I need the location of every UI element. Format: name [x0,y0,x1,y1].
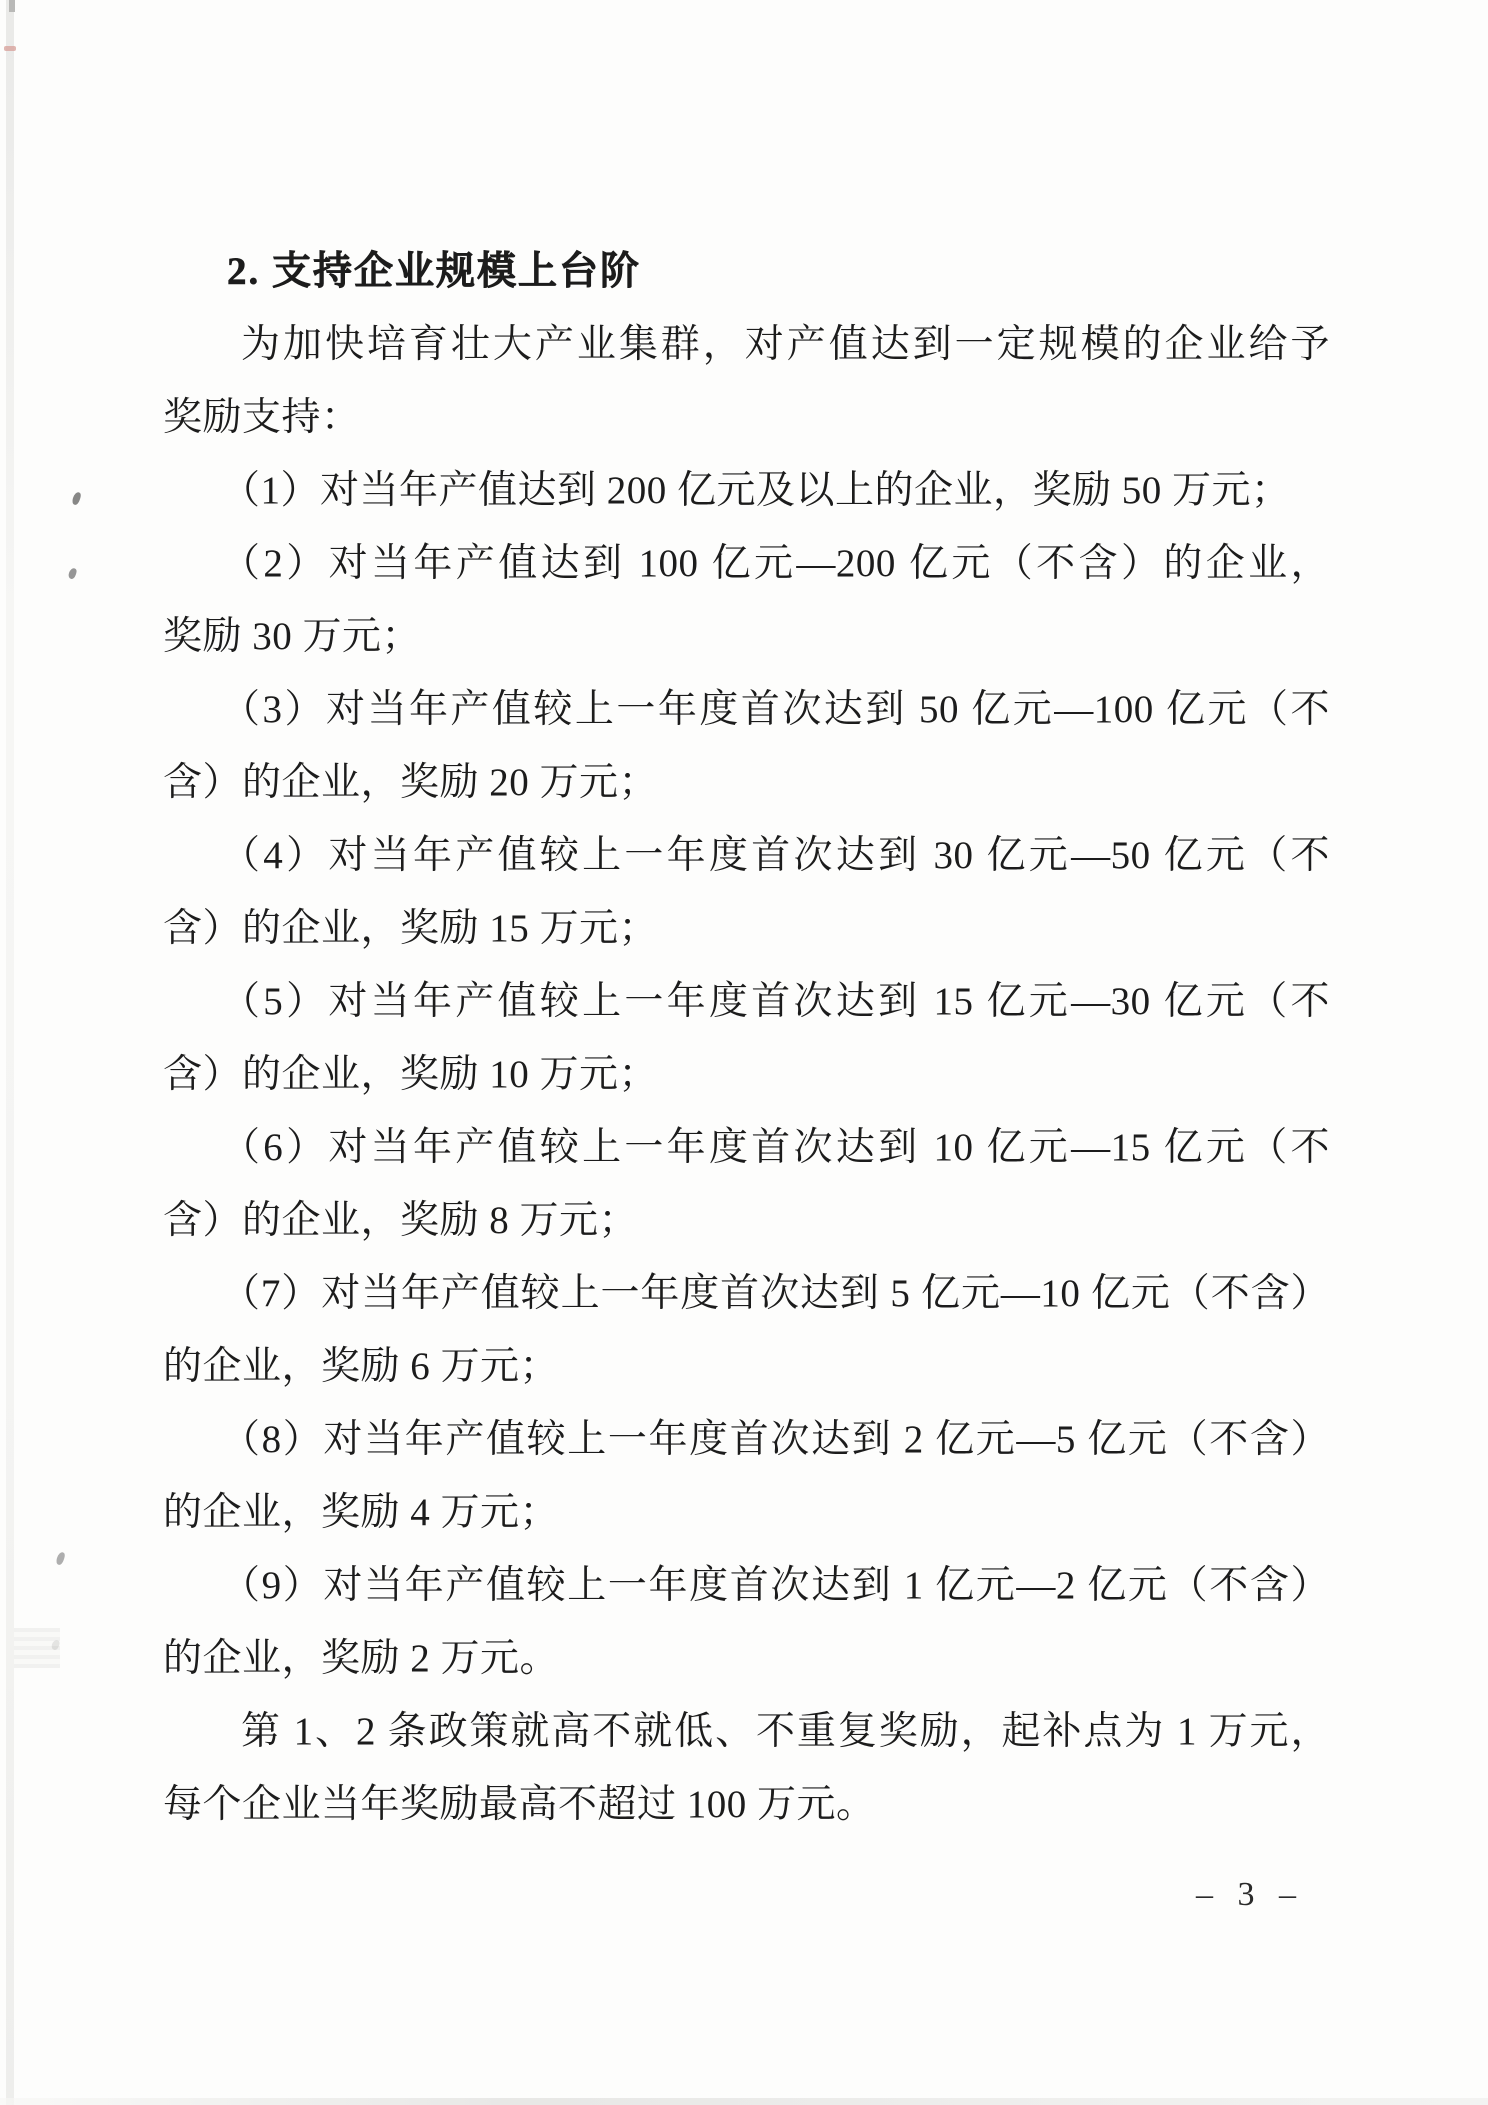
text-line: 的企业，奖励 4 万元； [163,1491,560,1534]
scan-bottom-edge-artifact [0,2098,1488,2105]
scan-speck-red [4,46,16,51]
text-line: 每个企业当年奖励最高不超过 100 万元。 [163,1783,876,1826]
text-line: 含）的企业，奖励 8 万元； [163,1199,639,1242]
text-line: 含）的企业，奖励 15 万元； [163,907,659,950]
text-line: 奖励 30 万元； [163,615,422,658]
page-number: – 3 – [1196,1876,1304,1913]
scan-speck [9,0,15,12]
text-line: （5）对当年产值较上一年度首次达到 15 亿元—30 亿元（不 [221,980,1330,1023]
document-body [163,235,1330,1841]
text-line: （6）对当年产值较上一年度首次达到 10 亿元—15 亿元（不 [221,1126,1330,1169]
text-line: （3）对当年产值较上一年度首次达到 50 亿元—100 亿元（不 [221,688,1330,731]
text-line: （7）对当年产值较上一年度首次达到 5 亿元—10 亿元（不含） [221,1272,1330,1315]
text-line: 的企业，奖励 2 万元。 [163,1637,560,1680]
section-heading: 2. 支持企业规模上台阶 [227,250,642,293]
scan-speck [55,1551,66,1566]
scan-edge-artifact [6,0,14,2105]
text-line: （4）对当年产值较上一年度首次达到 30 亿元—50 亿元（不 [221,834,1330,877]
text-line: 为加快培育壮大产业集群，对产值达到一定规模的企业给予 [241,323,1330,366]
text-line: 第 1、2 条政策就高不就低、不重复奖励，起补点为 1 万元， [241,1710,1330,1753]
scan-speck [67,567,77,580]
scan-speck [71,491,82,506]
text-line: 的企业，奖励 6 万元； [163,1345,560,1388]
text-line: （8）对当年产值较上一年度首次达到 2 亿元—5 亿元（不含） [221,1418,1330,1461]
text-line: 含）的企业，奖励 20 万元； [163,761,659,804]
scan-smudge-artifact [14,1628,60,1668]
text-line: （9）对当年产值较上一年度首次达到 1 亿元—2 亿元（不含） [221,1564,1330,1607]
text-line: （1）对当年产值达到 200 亿元及以上的企业，奖励 50 万元； [221,469,1291,512]
text-line: 含）的企业，奖励 10 万元； [163,1053,659,1096]
text-line: （2）对当年产值达到 100 亿元—200 亿元（不含）的企业， [221,542,1330,585]
text-line: 奖励支持： [163,396,361,439]
